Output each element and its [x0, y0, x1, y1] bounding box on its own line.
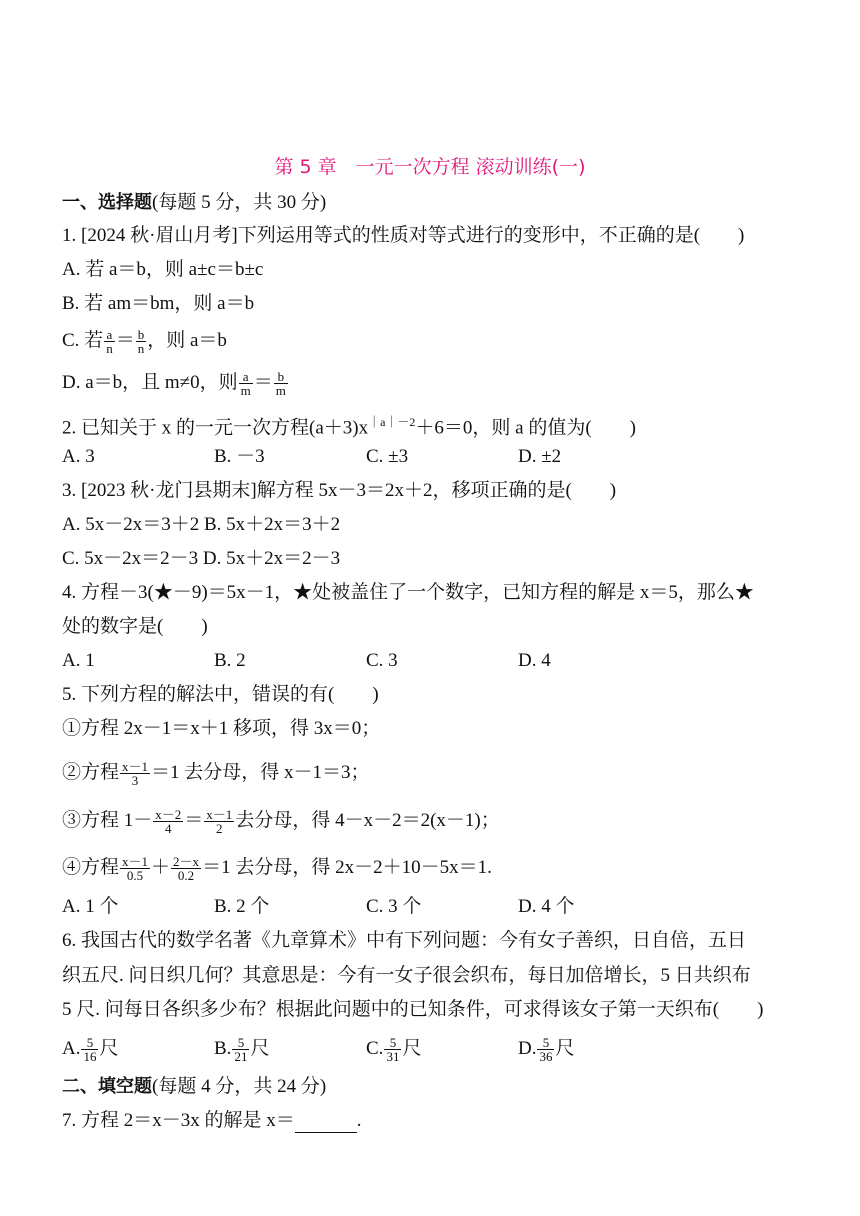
fraction: [81, 1036, 98, 1063]
option-b: B. －3: [214, 446, 265, 467]
section-points: (每题 5 分，共 30 分): [152, 192, 327, 213]
denominator: m: [275, 383, 286, 398]
denominator: 0.2: [177, 868, 195, 883]
item3-suffix: 去分母，得 4－x－2＝2(x－1)；: [235, 809, 500, 831]
fraction-x-minus-1-over-0.5: [120, 855, 150, 882]
denominator: 36: [539, 1049, 553, 1064]
numerator: 5: [232, 1036, 249, 1050]
question-3-stem: 3. [2023 秋·龙门县期末]解方程 5x－3＝2x＋2，移项正确的是( ): [62, 480, 617, 501]
item3-prefix: ③方程 1－: [62, 809, 153, 831]
numerator: a: [104, 328, 115, 342]
page-title: 第 5 章 一元一次方程 滚动训练(一): [274, 156, 586, 178]
option-a: [62, 1036, 214, 1063]
q2-suffix: ＋6＝0，则 a 的值为( ): [415, 417, 637, 439]
option-c: [366, 1036, 518, 1063]
q7-end: .: [356, 1110, 362, 1131]
question-4-stem-line1: 4. 方程－3(★－9)＝5x－1，★处被盖住了一个数字，已知方程的解是 x＝5，那么★: [62, 582, 754, 603]
option-d: [518, 1036, 670, 1063]
numerator: b: [274, 370, 288, 384]
option-label: A.: [62, 1037, 81, 1059]
unit: 尺: [555, 1037, 575, 1059]
numerator: x－2: [155, 807, 182, 822]
option-d: D. ±2: [518, 446, 562, 467]
section-label: 一、选择题: [62, 192, 152, 213]
option-label: B.: [214, 1037, 232, 1059]
numerator: x－1: [206, 807, 233, 822]
option-label: C.: [366, 1037, 384, 1059]
question-2-stem: [62, 410, 636, 440]
question-1-option-a: A. 若 a＝b，则 a±c＝b±c: [62, 259, 264, 280]
question-6-stem-line2: 织五尺. 问日织几何？其意思是：今有一女子很会织布，每日加倍增长，5 日共织布: [62, 965, 751, 986]
fraction: [537, 1036, 554, 1063]
denominator: n: [137, 341, 145, 356]
fraction-a-over-n: [104, 328, 115, 355]
denominator: m: [240, 383, 251, 398]
fraction: [384, 1036, 401, 1063]
question-6-options: [62, 1036, 670, 1063]
question-1-option-c: C. 若 $\frac{a}{n}$ ＝ $\frac{b}{n}$ ，则 a＝b: [62, 327, 227, 356]
question-4-options: [62, 649, 670, 673]
denominator: 2: [216, 821, 223, 836]
question-1-stem: 1. [2024 秋·眉山月考]下列运用等式的性质对等式进行的变形中，不正确的是( ): [62, 225, 745, 246]
denominator: 21: [234, 1049, 248, 1064]
numerator: b: [137, 327, 145, 342]
unit: 尺: [402, 1037, 422, 1059]
option-c-suffix: ，则 a＝b: [147, 329, 227, 351]
unit: 尺: [99, 1037, 119, 1059]
item2-suffix: ＝1 去分母，得 x－1＝3；: [151, 761, 370, 783]
denominator: n: [106, 341, 113, 356]
option-b: [214, 1036, 366, 1063]
option-d-prefix: D. a＝b，且 m≠0，则: [62, 371, 238, 393]
option-a: A. 1: [62, 650, 95, 671]
q2-prefix: 2. 已知关于 x 的一元一次方程(a＋3)x: [62, 417, 369, 439]
option-c: C. 3 个: [366, 896, 422, 917]
denominator: 16: [83, 1049, 97, 1064]
option-a: A. 3: [62, 446, 95, 467]
q2-exponent: ｜a｜－2: [368, 415, 416, 429]
question-3-options-row2: C. 5x－2x＝2－3 D. 5x＋2x＝2－3: [62, 548, 341, 569]
numerator: x－1: [122, 854, 149, 869]
q7-stem: 7. 方程 2＝x－3x 的解是 x＝: [62, 1110, 295, 1131]
numerator: x－1: [122, 759, 149, 774]
option-c: C. 3: [366, 650, 398, 671]
question-6-stem-line1: 6. 我国古代的数学名著《九章算术》中有下列问题：今有女子善织，日自倍，五日: [62, 930, 747, 951]
question-3-options-row1: A. 5x－2x＝3＋2 B. 5x＋2x＝3＋2: [62, 514, 341, 535]
option-label: D.: [518, 1037, 537, 1059]
question-1-option-d: D. a＝b，且 m≠0，则 $\frac{a}{m}$ ＝ $\frac{b}{m}$: [62, 369, 286, 398]
question-4-stem-line2: 处的数字是( ): [62, 616, 208, 637]
numerator: 2－x: [173, 854, 200, 869]
numerator: a: [239, 370, 253, 384]
question-5-item-2: [62, 760, 370, 787]
numerator: 5: [384, 1036, 401, 1050]
fraction-x-minus-1-over-3: [120, 760, 150, 787]
fraction-b-over-m: [274, 370, 288, 397]
option-d: D. 4 个: [518, 896, 575, 917]
question-5-item-4: ④方程 $\frac{x-1}{0.5}$ ＋ $\frac{2-x}{0.2}$ ＝1 去分母，得 2x－2＋10－5x＝1.: [62, 854, 492, 883]
option-b: B. 2: [214, 650, 246, 671]
question-5-item-1: ①方程 2x－1＝x＋1 移项，得 3x＝0；: [62, 718, 381, 739]
question-6-stem-line3: 5 尺. 问每日各织多少布？根据此问题中的已知条件，可求得该女子第一天织布( ): [62, 999, 764, 1020]
question-5-options: [62, 895, 670, 919]
numerator: 5: [81, 1036, 98, 1050]
section-points: (每题 4 分，共 24 分): [152, 1076, 327, 1097]
denominator: 3: [131, 773, 139, 788]
denominator: 4: [165, 821, 172, 836]
fraction: [232, 1036, 249, 1063]
option-c: C. ±3: [366, 446, 409, 467]
fraction-b-over-n: [136, 328, 147, 355]
section-heading-fill: [62, 1075, 326, 1099]
section-label: 二、填空题: [62, 1076, 152, 1097]
section-heading-choice: [62, 191, 326, 215]
item4-suffix: ＝1 去分母，得 2x－2＋10－5x＝1.: [202, 856, 492, 878]
question-7: [62, 1109, 362, 1133]
fraction-x-minus-2-over-4: [153, 808, 183, 835]
option-a: A. 1 个: [62, 896, 119, 917]
fraction-2-minus-x-over-0.2: [171, 855, 201, 882]
option-d: D. 4: [518, 650, 551, 671]
question-5-stem: 5. 下列方程的解法中，错误的有( ): [62, 684, 379, 705]
fraction-a-over-m: [239, 370, 253, 397]
numerator: 5: [537, 1036, 554, 1050]
unit: 尺: [250, 1037, 270, 1059]
denominator: 31: [386, 1049, 400, 1064]
question-5-item-3: ③方程 1－ $\frac{x-2}{4}$ ＝ $\frac{x-1}{2}$ 去分母，得 4－x－2＝2(x－1)；: [62, 807, 500, 836]
question-1-option-b: B. 若 am＝bm，则 a＝b: [62, 293, 255, 314]
question-2-options: [62, 445, 670, 469]
fraction-x-minus-1-over-2: [204, 808, 234, 835]
item4-prefix: ④方程: [62, 856, 120, 878]
item2-prefix: ②方程: [62, 761, 120, 783]
answer-blank: [295, 1114, 357, 1133]
option-c-prefix: C. 若: [62, 329, 104, 351]
option-b: B. 2 个: [214, 896, 270, 917]
denominator: 0.5: [126, 868, 144, 883]
